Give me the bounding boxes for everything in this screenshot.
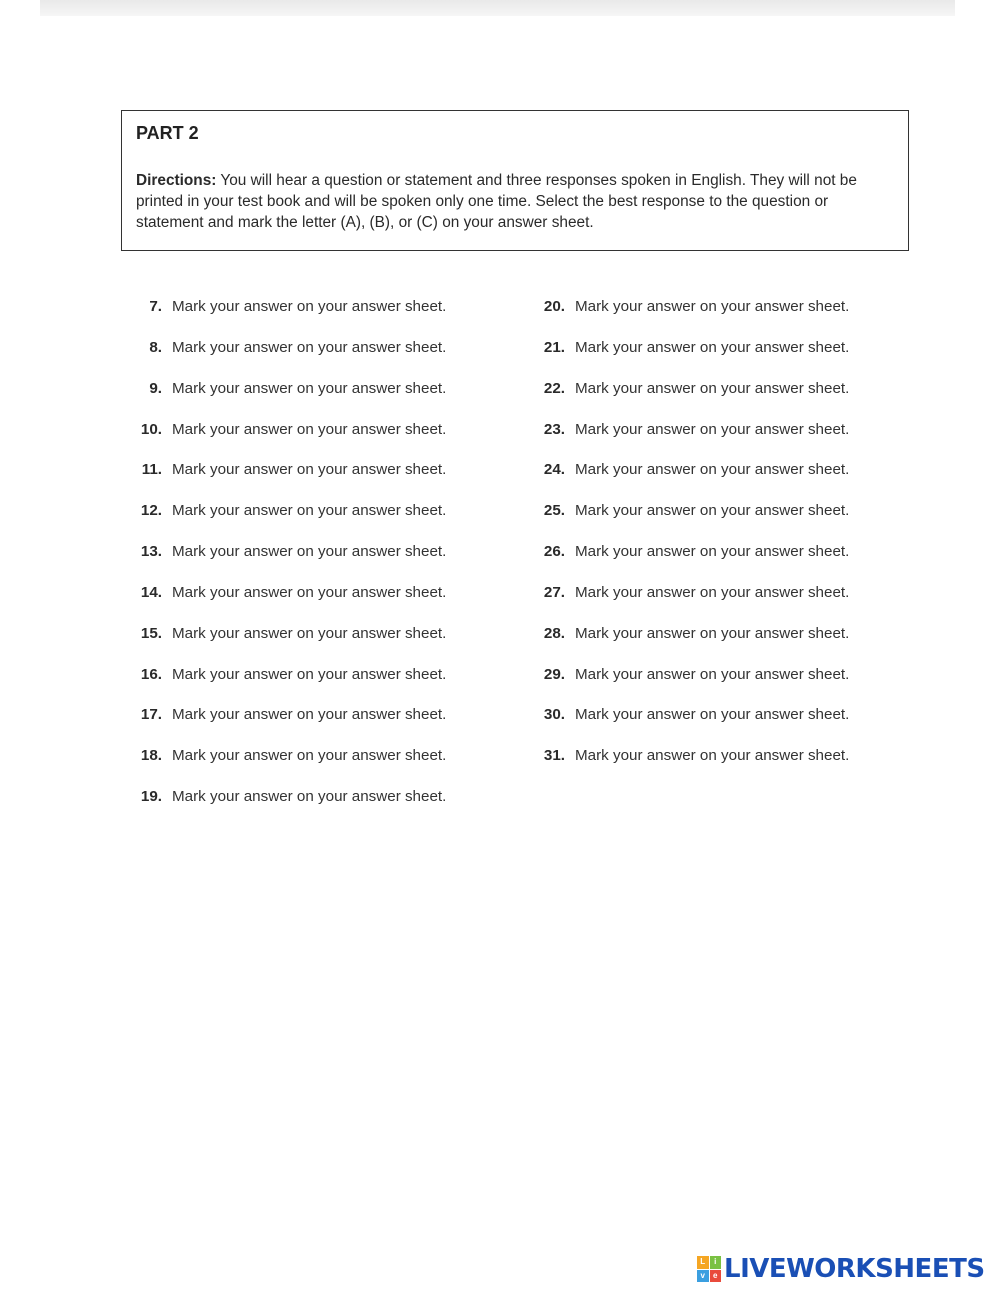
- question-item: [532, 543, 849, 584]
- question-item: [532, 625, 849, 666]
- question-number: 8.: [149, 338, 162, 356]
- question-text: Mark your answer on your answer sheet.: [172, 543, 447, 561]
- question-item: [532, 461, 849, 502]
- question-number: 27.: [543, 583, 565, 601]
- question-item: [532, 747, 849, 788]
- question-text: Mark your answer on your answer sheet.: [575, 502, 850, 520]
- question-number: 18.: [140, 747, 162, 765]
- question-number: 11.: [141, 461, 162, 479]
- question-item: [130, 298, 446, 339]
- question-number: 21.: [543, 338, 565, 356]
- question-text: Mark your answer on your answer sheet.: [172, 502, 447, 520]
- directions-text: You will hear a question or statement and three responses spoken in English. They will not be printed in your test book and will be spoken only one time. Select the best response to the question or statement and mark the letter (A), (B), or (C) on your answer sheet.: [136, 172, 857, 231]
- question-item: [130, 543, 446, 584]
- question-item: [130, 747, 446, 788]
- question-number: 19.: [140, 788, 162, 806]
- liveworksheets-logo: [697, 1254, 985, 1284]
- question-text: Mark your answer on your answer sheet.: [575, 338, 850, 356]
- question-item: [532, 339, 849, 380]
- question-text: Mark your answer on your answer sheet.: [575, 583, 850, 601]
- question-number: 10.: [140, 420, 162, 438]
- question-text: Mark your answer on your answer sheet.: [172, 747, 447, 765]
- question-text: Mark your answer on your answer sheet.: [172, 706, 447, 724]
- question-text: Mark your answer on your answer sheet.: [172, 420, 447, 438]
- question-item: [532, 421, 849, 462]
- question-text: Mark your answer on your answer sheet.: [172, 583, 447, 601]
- question-number: 16.: [140, 665, 162, 683]
- question-text: Mark your answer on your answer sheet.: [172, 298, 447, 315]
- question-list-left: [130, 298, 446, 829]
- question-text: Mark your answer on your answer sheet.: [172, 624, 447, 642]
- logo-tile: L: [697, 1256, 709, 1269]
- question-text: Mark your answer on your answer sheet.: [575, 665, 850, 683]
- question-number: 13.: [140, 543, 162, 561]
- question-text: Mark your answer on your answer sheet.: [172, 379, 447, 397]
- question-number: 7.: [149, 298, 162, 315]
- question-text: Mark your answer on your answer sheet.: [575, 747, 850, 765]
- question-item: [130, 339, 446, 380]
- question-item: [130, 584, 446, 625]
- question-text: Mark your answer on your answer sheet.: [575, 420, 850, 438]
- logo-tile: v: [697, 1270, 709, 1283]
- logo-tile: i: [710, 1256, 722, 1269]
- question-item: [130, 625, 446, 666]
- question-item: [532, 380, 849, 421]
- question-text: Mark your answer on your answer sheet.: [172, 665, 447, 683]
- question-item: [532, 584, 849, 625]
- question-number: 31.: [543, 747, 565, 765]
- logo-tile: e: [710, 1270, 722, 1283]
- question-item: [130, 380, 446, 421]
- part-title: PART 2: [136, 123, 199, 143]
- question-item: [130, 502, 446, 543]
- liveworksheets-logo-text: LIVEWORKSHEETS: [724, 1254, 985, 1284]
- question-number: 28.: [543, 624, 565, 642]
- question-number: 17.: [140, 706, 162, 724]
- question-text: Mark your answer on your answer sheet.: [172, 338, 447, 356]
- question-text: Mark your answer on your answer sheet.: [575, 379, 850, 397]
- question-text: Mark your answer on your answer sheet.: [172, 788, 447, 806]
- question-number: 20.: [543, 298, 565, 315]
- question-number: 25.: [543, 502, 565, 520]
- scan-top-edge: [40, 0, 955, 16]
- directions-label: Directions:: [136, 172, 217, 189]
- question-text: Mark your answer on your answer sheet.: [575, 543, 850, 561]
- question-number: 23.: [543, 420, 565, 438]
- question-item: [130, 421, 446, 462]
- question-item: [130, 666, 446, 707]
- question-number: 14.: [140, 583, 162, 601]
- question-number: 30.: [543, 706, 565, 724]
- directions-paragraph: [136, 170, 898, 233]
- question-text: Mark your answer on your answer sheet.: [575, 624, 850, 642]
- question-item: [532, 298, 849, 339]
- question-number: 22.: [543, 379, 565, 397]
- question-list-right: [532, 298, 849, 788]
- question-number: 12.: [140, 502, 162, 520]
- question-number: 26.: [543, 543, 565, 561]
- question-text: Mark your answer on your answer sheet.: [575, 461, 850, 479]
- question-number: 9.: [149, 379, 162, 397]
- question-item: [532, 502, 849, 543]
- question-number: 29.: [543, 665, 565, 683]
- question-item: [130, 461, 446, 502]
- liveworksheets-logo-icon: [697, 1256, 721, 1282]
- question-text: Mark your answer on your answer sheet.: [575, 706, 850, 724]
- question-text: Mark your answer on your answer sheet.: [172, 461, 447, 479]
- directions-box: [121, 110, 909, 251]
- question-number: 24.: [543, 461, 565, 479]
- question-item: [532, 666, 849, 707]
- question-item: [130, 706, 446, 747]
- question-item: [130, 788, 446, 829]
- question-item: [532, 706, 849, 747]
- question-text: Mark your answer on your answer sheet.: [575, 298, 850, 315]
- question-number: 15.: [140, 624, 162, 642]
